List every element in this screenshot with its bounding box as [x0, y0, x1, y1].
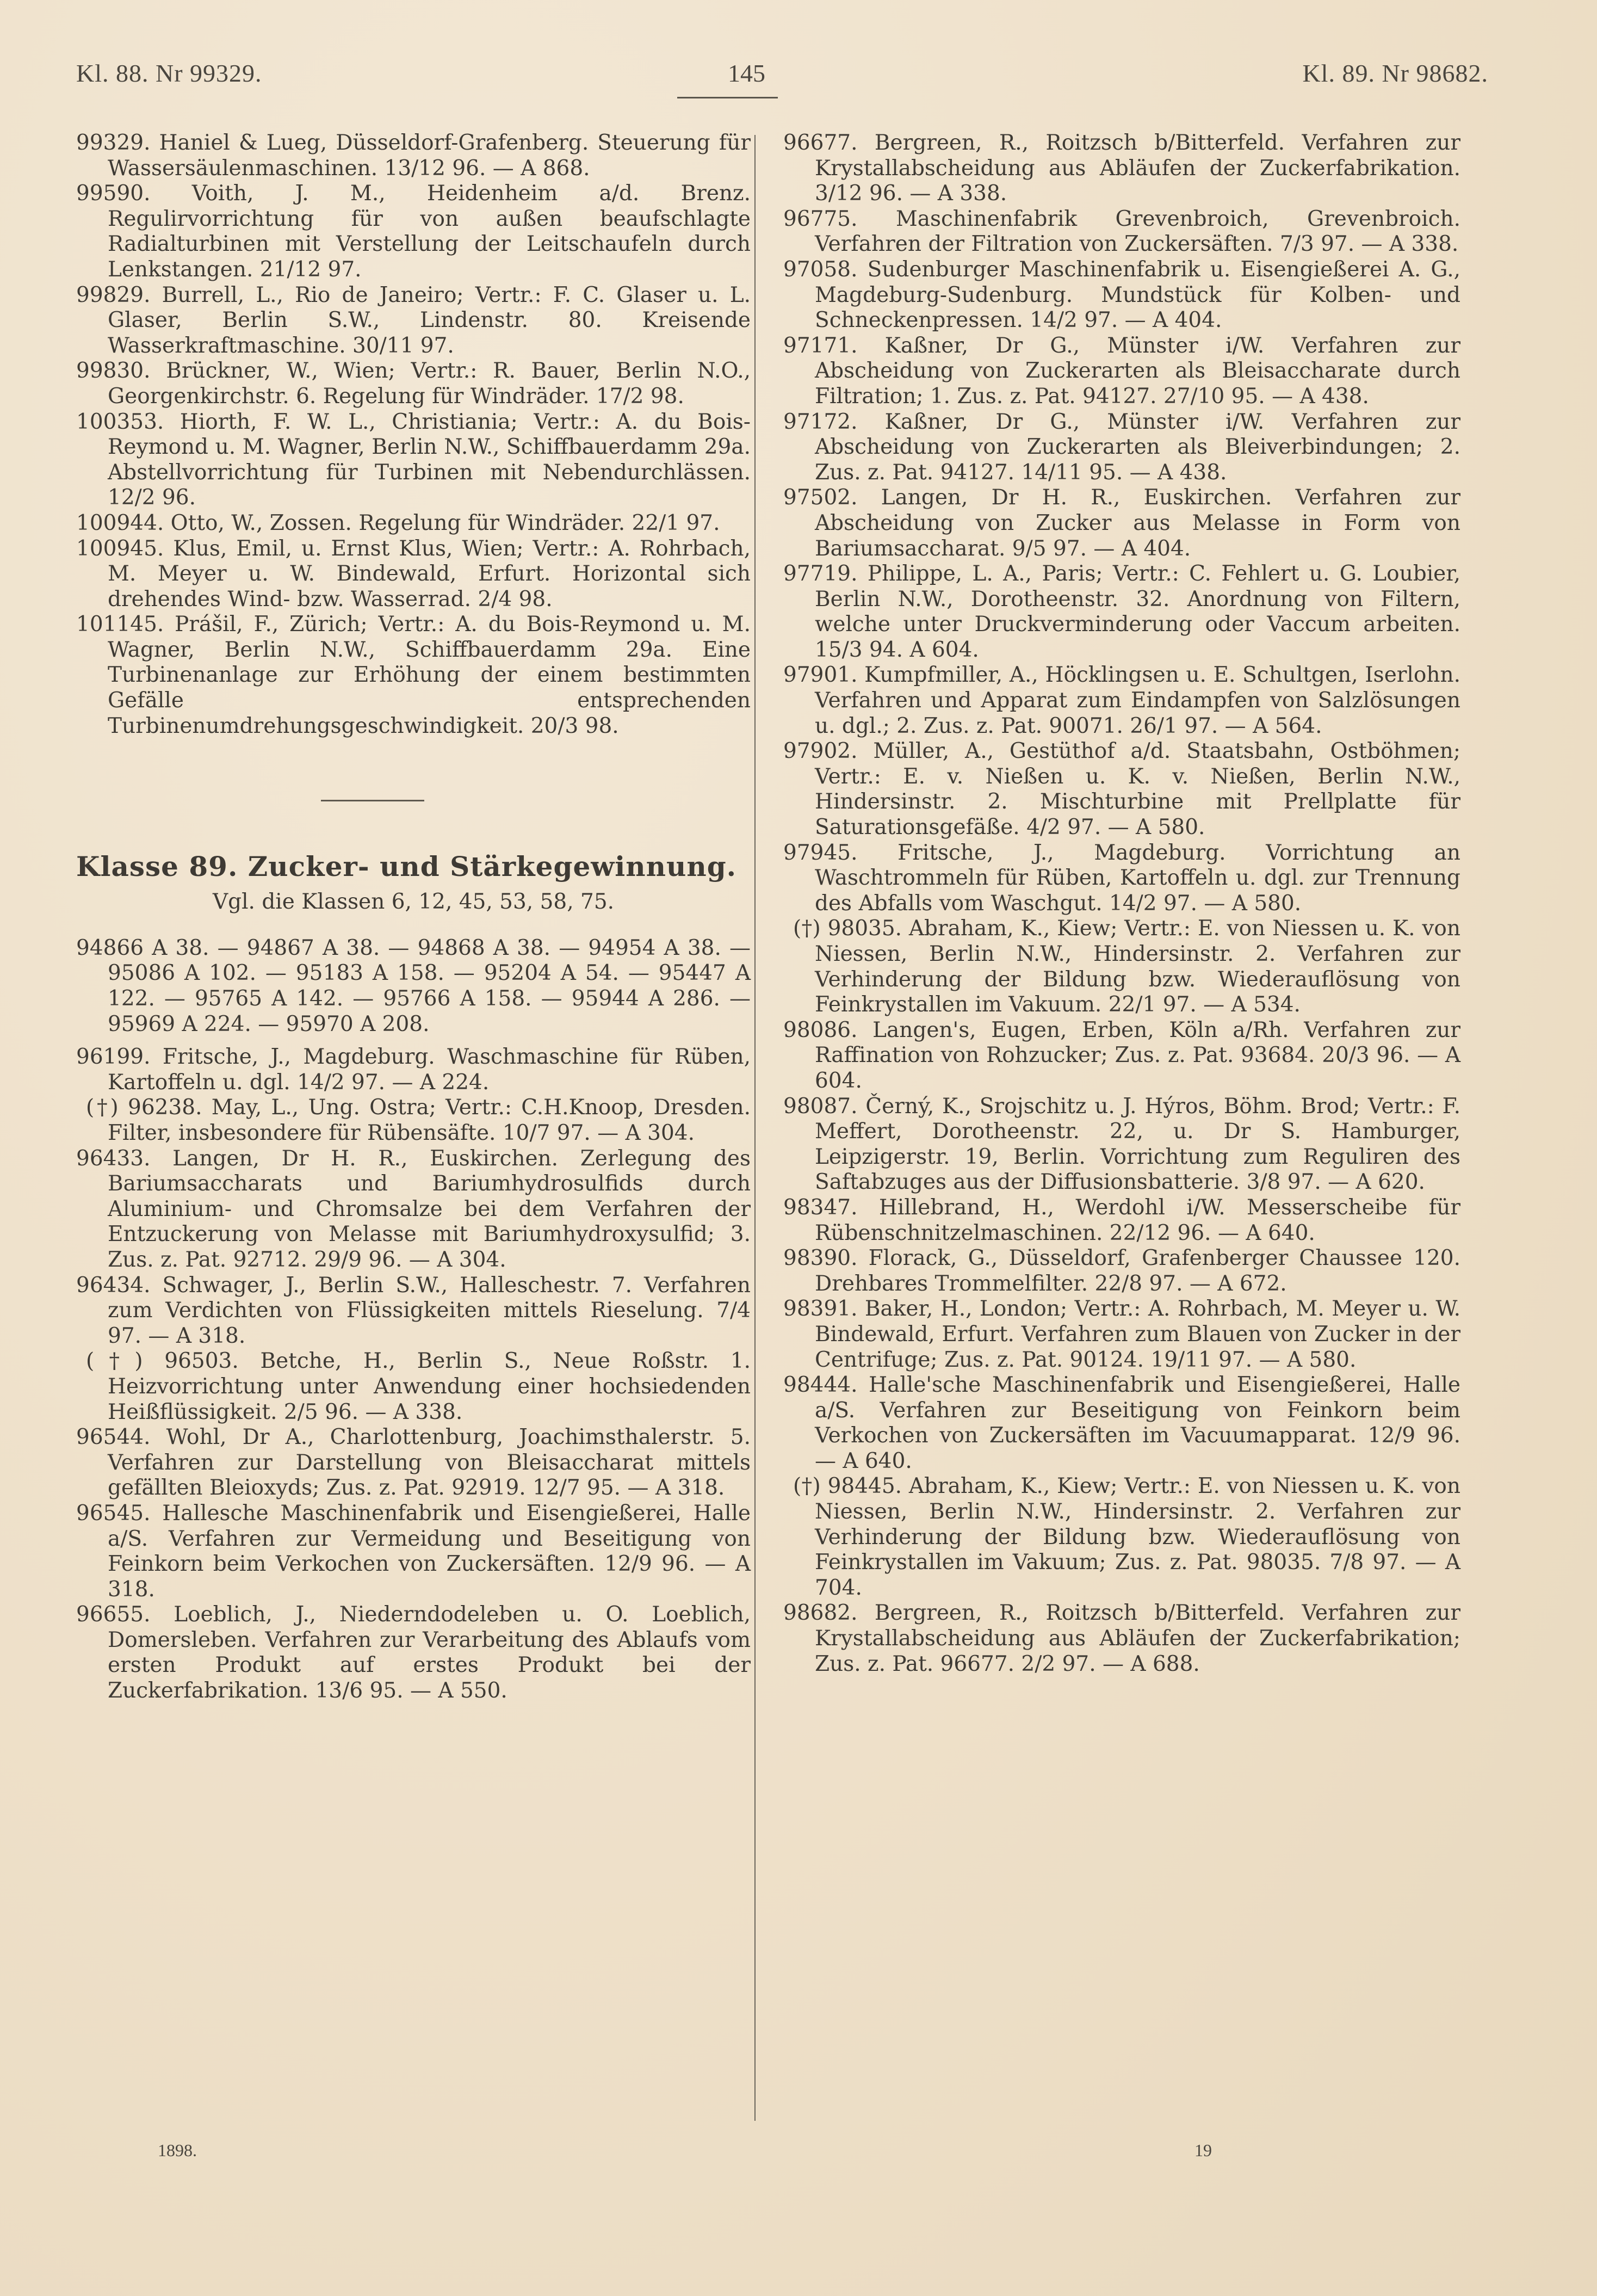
- patent-entry: 97902. Müller, A., Gestüthof a/d. Staatsbahn, Ostböhmen; Vertr.: E. v. Nießen u. K. v. Nießen, Berlin N.W., Hindersinstr. 2. Mischturbine mit Prellplatte für Saturationsgefäße. 4/2 97. — A 580.: [783, 739, 1460, 840]
- patent-entry: 99830. Brückner, W., Wien; Vertr.: R. Bauer, Berlin N.O., Georgenkirchstr. 6. Regelung für Windräder. 17/2 98.: [76, 359, 751, 409]
- patent-entry: 96677. Bergreen, R., Roitzsch b/Bitterfeld. Verfahren zur Krystallabscheidung aus Abläufen der Zuckerfabrikation. 3/12 96. — A 338.: [783, 131, 1460, 206]
- patent-entry: 100945. Klus, Emil, u. Ernst Klus, Wien; Vertr.: A. Rohrbach, M. Meyer u. W. Bindewald, Erfurt. Horizontal sich drehendes Wind- bzw. Wasserrad. 2/4 98.: [76, 536, 751, 612]
- left-column: [76, 131, 751, 1704]
- class-heading: Klasse 89. Zucker- und Stärkegewinnung.: [76, 850, 737, 883]
- patent-entry: 97945. Fritsche, J., Magdeburg. Vorrichtung an Waschtrommeln für Rüben, Kartoffeln u. dgl. zur Trennung des Abfalls vom Waschgut. 14/2 97. — A 580.: [783, 840, 1460, 916]
- patent-entry: 96433. Langen, Dr H. R., Euskirchen. Zerlegung des Bariumsaccharats und Bariumhydrosulfids durch Aluminium- und Chromsalze bei dem Verfahren der Entzuckerung von Melasse mit Bariumhydroxysulfid; 3. Zus. z. Pat. 92712. 29/9 96. — A 304.: [76, 1146, 751, 1272]
- patent-entry: 100944. Otto, W., Zossen. Regelung für Windräder. 22/1 97.: [76, 510, 720, 535]
- patent-entry-lapsed: (†) 96503. Betche, H., Berlin S., Neue Roßstr. 1. Heizvorrichtung unter Anwendung einer hochsiedenden Heißflüssigkeit. 2/5 96. — A 338.: [86, 1349, 751, 1424]
- patent-entry-lapsed: (†) 98035. Abraham, K., Kiew; Vertr.: E. von Niessen u. K. von Niessen, Berlin N.W., Hindersinstr. 2. Verfahren zur Verhinderung der Bildung bzw. Wiederauflösung von Feinkrystallen im Vakuum. 22/1 97. — A 534.: [793, 916, 1460, 1017]
- patent-entry: 99590. Voith, J. M., Heidenheim a/d. Brenz. Regulirvorrichtung für von außen beaufschlagte Radialturbinen mit Verstellung der Leitschaufeln durch Lenkstangen. 21/12 97.: [76, 181, 751, 282]
- header-right-range: Kl. 89. Nr 98682.: [1302, 59, 1488, 87]
- right-column: [783, 131, 1460, 1677]
- patent-entry: 98391. Baker, H., London; Vertr.: A. Rohrbach, M. Meyer u. W. Bindewald, Erfurt. Verfahren zum Blauen von Zucker in der Centrifuge; Zus. z. Pat. 90124. 19/11 97. — A 580.: [783, 1297, 1460, 1372]
- page-number: 145: [728, 59, 765, 87]
- patent-reference-list: 94866 A 38. — 94867 A 38. — 94868 A 38. — 94954 A 38. — 95086 A 102. — 95183 A 158. — 95204 A 54. — 95447 A 122. — 95765 A 142. — 95766 A 158. — 95944 A 286. — 95969 A 224. — 95970 A 208.: [76, 935, 751, 1036]
- patent-entry: 97719. Philippe, L. A., Paris; Vertr.: C. Fehlert u. G. Loubier, Berlin N.W., Dorotheenstr. 32. Anordnung von Filtern, welche unter Druckverminderung oder Vaccum arbeiten. 15/3 94. A 604.: [783, 561, 1460, 662]
- signature-mark: 19: [1194, 2140, 1212, 2160]
- patent-entry: 98444. Halle'sche Maschinenfabrik und Eisengießerei, Halle a/S. Verfahren zur Beseitigung von Feinkorn beim Verkochen von Zuckersäften im Vacuumapparat. 12/9 96. — A 640.: [783, 1373, 1460, 1473]
- class-cross-reference: Vgl. die Klassen 6, 12, 45, 53, 58, 75.: [212, 890, 615, 915]
- patent-entry: 97901. Kumpfmiller, A., Höcklingsen u. E. Schultgen, Iserlohn. Verfahren und Apparat zum Eindampfen von Salzlösungen u. dgl.; 2. Zus. z. Pat. 90071. 26/1 97. — A 564.: [783, 663, 1460, 738]
- page-number-rule: [677, 97, 778, 98]
- patent-entry: 98347. Hillebrand, H., Werdohl i/W. Messerscheibe für Rübenschnitzelmaschinen. 22/12 96. — A 640.: [783, 1195, 1460, 1245]
- column-separator: [754, 135, 756, 2121]
- patent-entry: 99829. Burrell, L., Rio de Janeiro; Vertr.: F. C. Glaser u. L. Glaser, Berlin S.W., Lindenstr. 80. Kreisende Wasserkraftmaschine. 30/11 97.: [76, 282, 751, 358]
- patent-entry-lapsed: (†) 96238. May, L., Ung. Ostra; Vertr.: C.H.Knoop, Dresden. Filter, insbesondere für Rübensäfte. 10/7 97. — A 304.: [86, 1095, 751, 1145]
- running-header: [76, 59, 1488, 102]
- patent-entry: 101145. Prášil, F., Zürich; Vertr.: A. du Bois-Reymond u. M. Wagner, Berlin N.W., Schiffbauerdamm 29a. Eine Turbinenanlage zur Erhöhung der einem bestimmten Gefälle entsprechenden Turbinenumdrehungsgeschwindigkeit. 20/3 98.: [76, 612, 751, 738]
- section-divider: [321, 800, 424, 801]
- patent-entry: 97058. Sudenburger Maschinenfabrik u. Eisengießerei A. G., Magdeburg-Sudenburg. Mundstück für Kolben- und Schneckenpressen. 14/2 97. — A 404.: [783, 257, 1460, 333]
- patent-entry: 96655. Loeblich, J., Niederndodeleben u. O. Loeblich, Domersleben. Verfahren zur Verarbeitung des Ablaufs vom ersten Produkt auf erstes Produkt bei der Zuckerfabrikation. 13/6 95. — A 550.: [76, 1602, 751, 1704]
- patent-entry: 96434. Schwager, J., Berlin S.W., Halleschestr. 7. Verfahren zum Verdichten von Flüssigkeiten mittels Rieselung. 7/4 97. — A 318.: [76, 1273, 751, 1348]
- patent-entry: 98086. Langen's, Eugen, Erben, Köln a/Rh. Verfahren zur Raffination von Rohzucker; Zus. z. Pat. 93684. 20/3 96. — A 604.: [783, 1017, 1460, 1093]
- patent-entry: 98087. Černý, K., Srojschitz u. J. Hýros, Böhm. Brod; Vertr.: F. Meffert, Dorotheenstr. 22, u. Dr S. Hamburger, Leipzigerstr. 19, Berlin. Vorrichtung zum Reguliren des Saftabzuges aus der Diffusionsbatterie. 3/8 97. — A 620.: [783, 1094, 1460, 1195]
- header-left-range: Kl. 88. Nr 99329.: [76, 59, 262, 87]
- patent-entry: 96775. Maschinenfabrik Grevenbroich, Grevenbroich. Verfahren der Filtration von Zuckersäften. 7/3 97. — A 338.: [783, 206, 1460, 257]
- patent-entry: 97172. Kaßner, Dr G., Münster i/W. Verfahren zur Abscheidung von Zuckerarten als Bleiverbindungen; 2. Zus. z. Pat. 94127. 14/11 95. — A 438.: [783, 409, 1460, 485]
- patent-entry: 97171. Kaßner, Dr G., Münster i/W. Verfahren zur Abscheidung von Zuckerarten als Bleisaccharate durch Filtration; 1. Zus. z. Pat. 94127. 27/10 95. — A 438.: [783, 333, 1460, 409]
- patent-entry: 96544. Wohl, Dr A., Charlottenburg, Joachimsthalerstr. 5. Verfahren zur Darstellung von Bleisaccharat mittels gefällten Bleioxyds; Zus. z. Pat. 92919. 12/7 95. — A 318.: [76, 1425, 751, 1501]
- patent-entry: 96199. Fritsche, J., Magdeburg. Waschmaschine für Rüben, Kartoffeln u. dgl. 14/2 97. — A 224.: [76, 1045, 751, 1095]
- patent-entry: 99329. Haniel & Lueg, Düsseldorf-Grafenberg. Steuerung für Wassersäulenmaschinen. 13/12 96. — A 868.: [76, 131, 751, 181]
- footer-year: 1898.: [158, 2140, 197, 2160]
- patent-entry-lapsed: (†) 98445. Abraham, K., Kiew; Vertr.: E. von Niessen u. K. von Niessen, Berlin N.W., Hindersinstr. 2. Verfahren zur Verhinderung der Bildung bzw. Wiederauflösung von Feinkrystallen im Vakuum; Zus. z. Pat. 98035. 7/8 97. — A 704.: [793, 1474, 1460, 1600]
- patent-entry: 98682. Bergreen, R., Roitzsch b/Bitterfeld. Verfahren zur Krystallabscheidung aus Abläufen der Zuckerfabrikation; Zus. z. Pat. 96677. 2/2 97. — A 688.: [783, 1601, 1460, 1676]
- patent-entry: 100353. Hiorth, F. W. L., Christiania; Vertr.: A. du Bois-Reymond u. M. Wagner, Berlin N.W., Schiffbauerdamm 29a. Abstellvorrichtung für Turbinen mit Nebendurchlässen. 12/2 96.: [76, 409, 751, 510]
- patent-entry: 97502. Langen, Dr H. R., Euskirchen. Verfahren zur Abscheidung von Zucker aus Melasse in Form von Bariumsaccharat. 9/5 97. — A 404.: [783, 485, 1460, 561]
- patent-entry: 96545. Hallesche Maschinenfabrik und Eisengießerei, Halle a/S. Verfahren zur Vermeidung und Beseitigung von Feinkorn beim Verkochen von Zuckersäften. 12/9 96. — A 318.: [76, 1501, 751, 1602]
- patent-entry: 98390. Florack, G., Düsseldorf, Grafenberger Chaussee 120. Drehbares Trommelfilter. 22/8 97. — A 672.: [783, 1246, 1460, 1296]
